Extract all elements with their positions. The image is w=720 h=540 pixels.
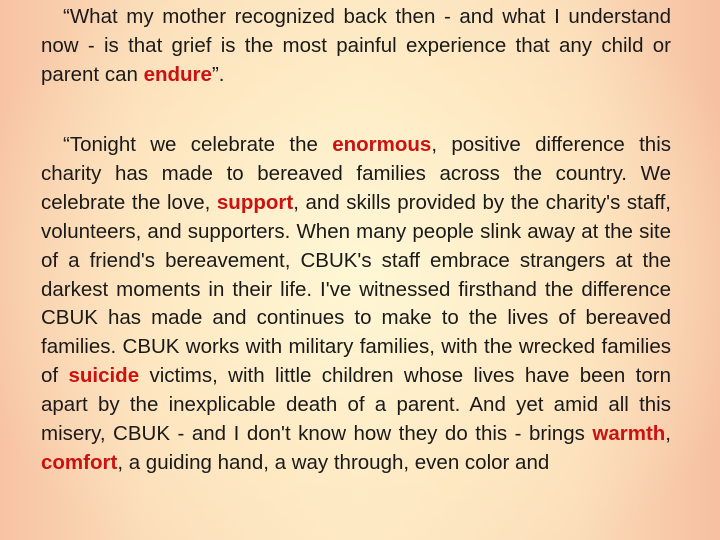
- highlight-suicide: suicide: [68, 364, 140, 388]
- quote-2-text-6: , a guiding hand, a way through, even color and: [117, 450, 550, 474]
- quote-2-text-3: , and skills provided by the charity's staff, volunteers, and supporters. When many people slink away at the site of a friend's bereavement, CBUK's staff embrace strangers at the darkest moments in their life. I've witnessed firsthand the difference CBUK has made and continues to make to the lives of bereaved families. CBUK works with military families, with the wrecked families of: [41, 190, 671, 388]
- quote-paragraph-1: [41, 3, 671, 90]
- quote-2-text-5: ,: [665, 422, 671, 446]
- highlight-warmth: warmth: [592, 422, 666, 446]
- quote-2-text-4: victims, with little children whose lives have been torn apart by the inexplicable death of a parent. And yet amid all this misery, CBUK - and I don't know how they do this - brings: [41, 364, 671, 446]
- quote-1-indent: [41, 5, 63, 28]
- highlight-comfort: comfort: [41, 450, 118, 474]
- highlight-support: support: [216, 190, 294, 214]
- quote-2-indent: [41, 133, 63, 156]
- quote-2-text-2: , positive difference this charity has made to bereaved families across the country. We celebrate the love,: [41, 133, 671, 214]
- highlight-enormous: enormous: [332, 133, 432, 156]
- highlight-endure: endure: [143, 62, 212, 86]
- quote-2-text-1: “Tonight we celebrate the: [63, 133, 333, 156]
- quote-1-text-2: ”.: [211, 62, 225, 86]
- quote-paragraph-2: [41, 131, 671, 478]
- quote-1-text-1: “What my mother recognized back then - and what I understand now - is that grief is the most painful experience that any child or parent can: [41, 5, 671, 86]
